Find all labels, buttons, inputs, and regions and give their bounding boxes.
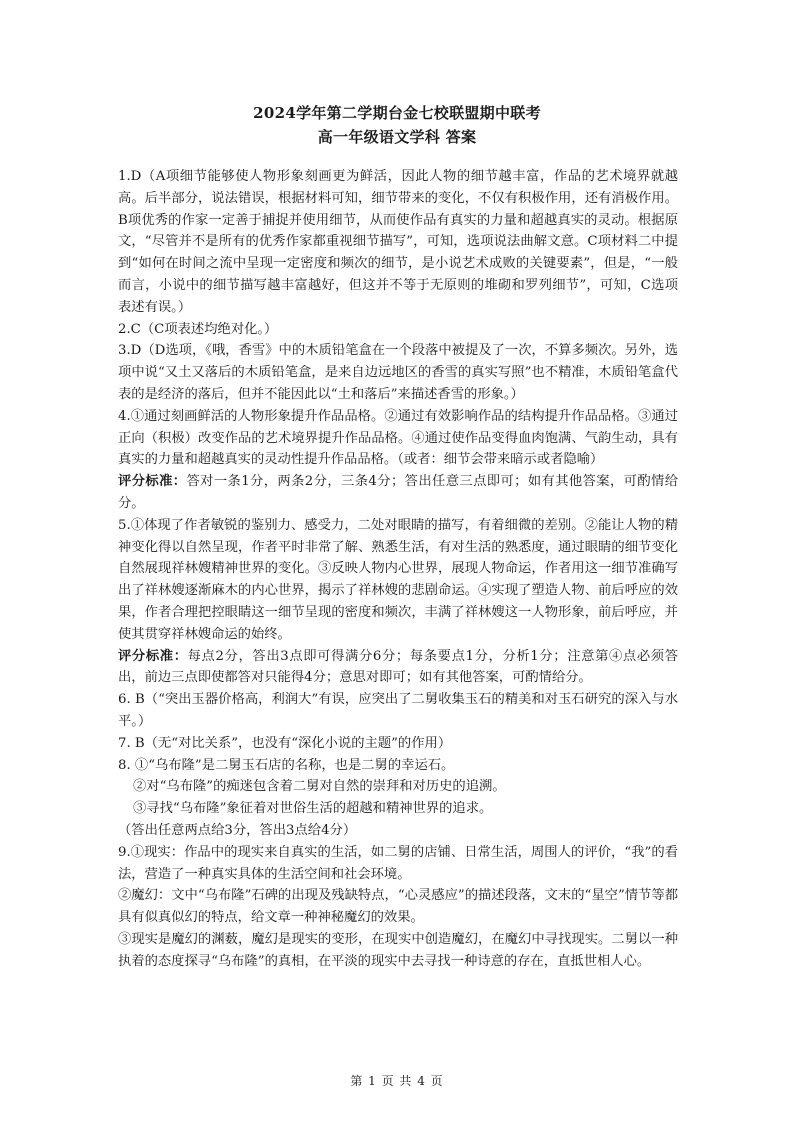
answer-paragraph: 1.D（A项细节能够使人物形象刻画更为鲜活，因此人物的细节越丰富，作品的艺术境界就越高。后半部分，说法错误，根据材料可知，细节带来的变化，不仅有积极作用，还有消极作用。B项优秀的作家一定善于捕捉并使用细节，从而使作品有真实的力量和超越真实的灵动。根据原文，“尽管并不是所有的优秀作家都重视细节描写”，可知，选项说法曲解文意。C项材料二中提到“如何在时间之流中呈现一定密度和频次的细节，是小说艺术成败的关键要素”，但是，“一般而言，小说中的细节描写越丰富越好，但这并不等于无原则的堆砌和罗列细节”，可知，C选项表述有误。） xyxy=(118,169,678,315)
answer-list xyxy=(118,166,678,972)
answer-paragraph: 7. B（无“对比关系”，也没有“深化小说的主题”的作用） xyxy=(118,735,452,751)
document-subtitle: 高一年级语文学科 答案 xyxy=(317,128,477,146)
scoring-text: 答对一条1分，两条2分，三条4分；答出任意三点即可；如有其他答案，可酌情给分。 xyxy=(118,474,679,511)
answer-paragraph: 9.①现实：作品中的现实来自真实的生活，如二舅的店铺、日常生活，周围人的评价，“我”的看法，营造了一种真实具体的生活空间和社会环境。 xyxy=(118,844,678,882)
answer-paragraph: 6. B（“突出玉器价格高，利润大”有误，应突出了二舅收集玉石的精美和对玉石研究的深入与水平。） xyxy=(118,692,678,729)
page-number: 第 1 页 共 4 页 xyxy=(350,1074,444,1088)
scoring-criteria xyxy=(118,471,678,515)
answer-paragraph: 3.D（D选项，《哦，香雪》中的木质铅笔盒在一个段落中被提及了一次，不算多频次。另外，选项中说“又土又落后的木质铅笔盒，是来自边远地区的香雪的真实写照”也不精准，木质铅笔盒代表的是经济的落后，但并不能因此以“土和落后”来描述香雪的形象。） xyxy=(118,343,678,402)
answer-paragraph: 8. ①“乌布隆”是二舅玉石店的名称，也是二舅的幸运石。 xyxy=(118,757,455,773)
answer-paragraph: ②对“乌布隆”的痴迷包含着二舅对自然的崇拜和对历史的追溯。 xyxy=(133,779,506,795)
answer-paragraph: ③现实是魔幻的渊薮，魔幻是现实的变形，在现实中创造魔幻，在魔幻中寻找现实。二舅以一种执着的态度探寻“乌布隆”的真相，在平淡的现实中去寻找一种诗意的存在，直抵世相人心。 xyxy=(118,931,678,969)
document-title: 2024学年第二学期台金七校联盟期中联考 xyxy=(253,104,541,122)
answer-paragraph: 5.①体现了作者敏锐的鉴别力、感受力，二处对眼睛的描写，有着细微的差别。②能让人物的精神变化得以自然呈现，作者平时非常了解、熟悉生活，有对生活的熟悉度，通过眼睛的细节变化自然展现祥林嫂精神世界的变化。③反映人物内心世界，展现人物命运，作者用这一细节准确写出了祥林嫂逐渐麻木的内心世界，揭示了祥林嫂的悲剧命运。④实现了塑造人物、前后呼应的效果，作者合理把控眼睛这一细节呈现的密度和频次，丰满了祥林嫂这一人物形象，前后呼应，并使其贯穿祥林嫂命运的始终。 xyxy=(118,517,678,642)
scoring-text: 每点2分，答出3点即可得满分6分；每条要点1分，分析1分；注意第④点必须答出，前边三点即使都答对只能得4分；意思对即可；如有其他答案，可酌情给分。 xyxy=(118,648,678,686)
scoring-criteria xyxy=(118,646,678,690)
answer-paragraph: （答出任意两点给3分，答出3点给4分） xyxy=(118,822,357,838)
answer-paragraph: 4.①通过刻画鲜活的人物形象提升作品品格。②通过有效影响作品的结构提升作品品格。③通过正向（积极）改变作品的艺术境界提升作品品格。④通过使作品变得血肉饱满、气韵生动，具有真实的力量和超越真实的灵动性提升作品品格。（或者：细节会带来暗示或者隐喻） xyxy=(118,408,678,468)
answer-paragraph: ③寻找“乌布隆”象征着对世俗生活的超越和精神世界的追求。 xyxy=(133,801,493,817)
scoring-label: 评分标准： xyxy=(118,474,187,490)
answer-paragraph: ②魔幻：文中“乌布隆”石碑的出现及残缺特点，“心灵感应”的描述段落，文末的“星空”情节等都具有似真似幻的特点，给文章一种神秘魔幻的效果。 xyxy=(118,888,678,926)
scoring-label: 评分标准： xyxy=(118,648,188,664)
answer-paragraph: 2.C（C项表述均绝对化。） xyxy=(118,321,278,337)
